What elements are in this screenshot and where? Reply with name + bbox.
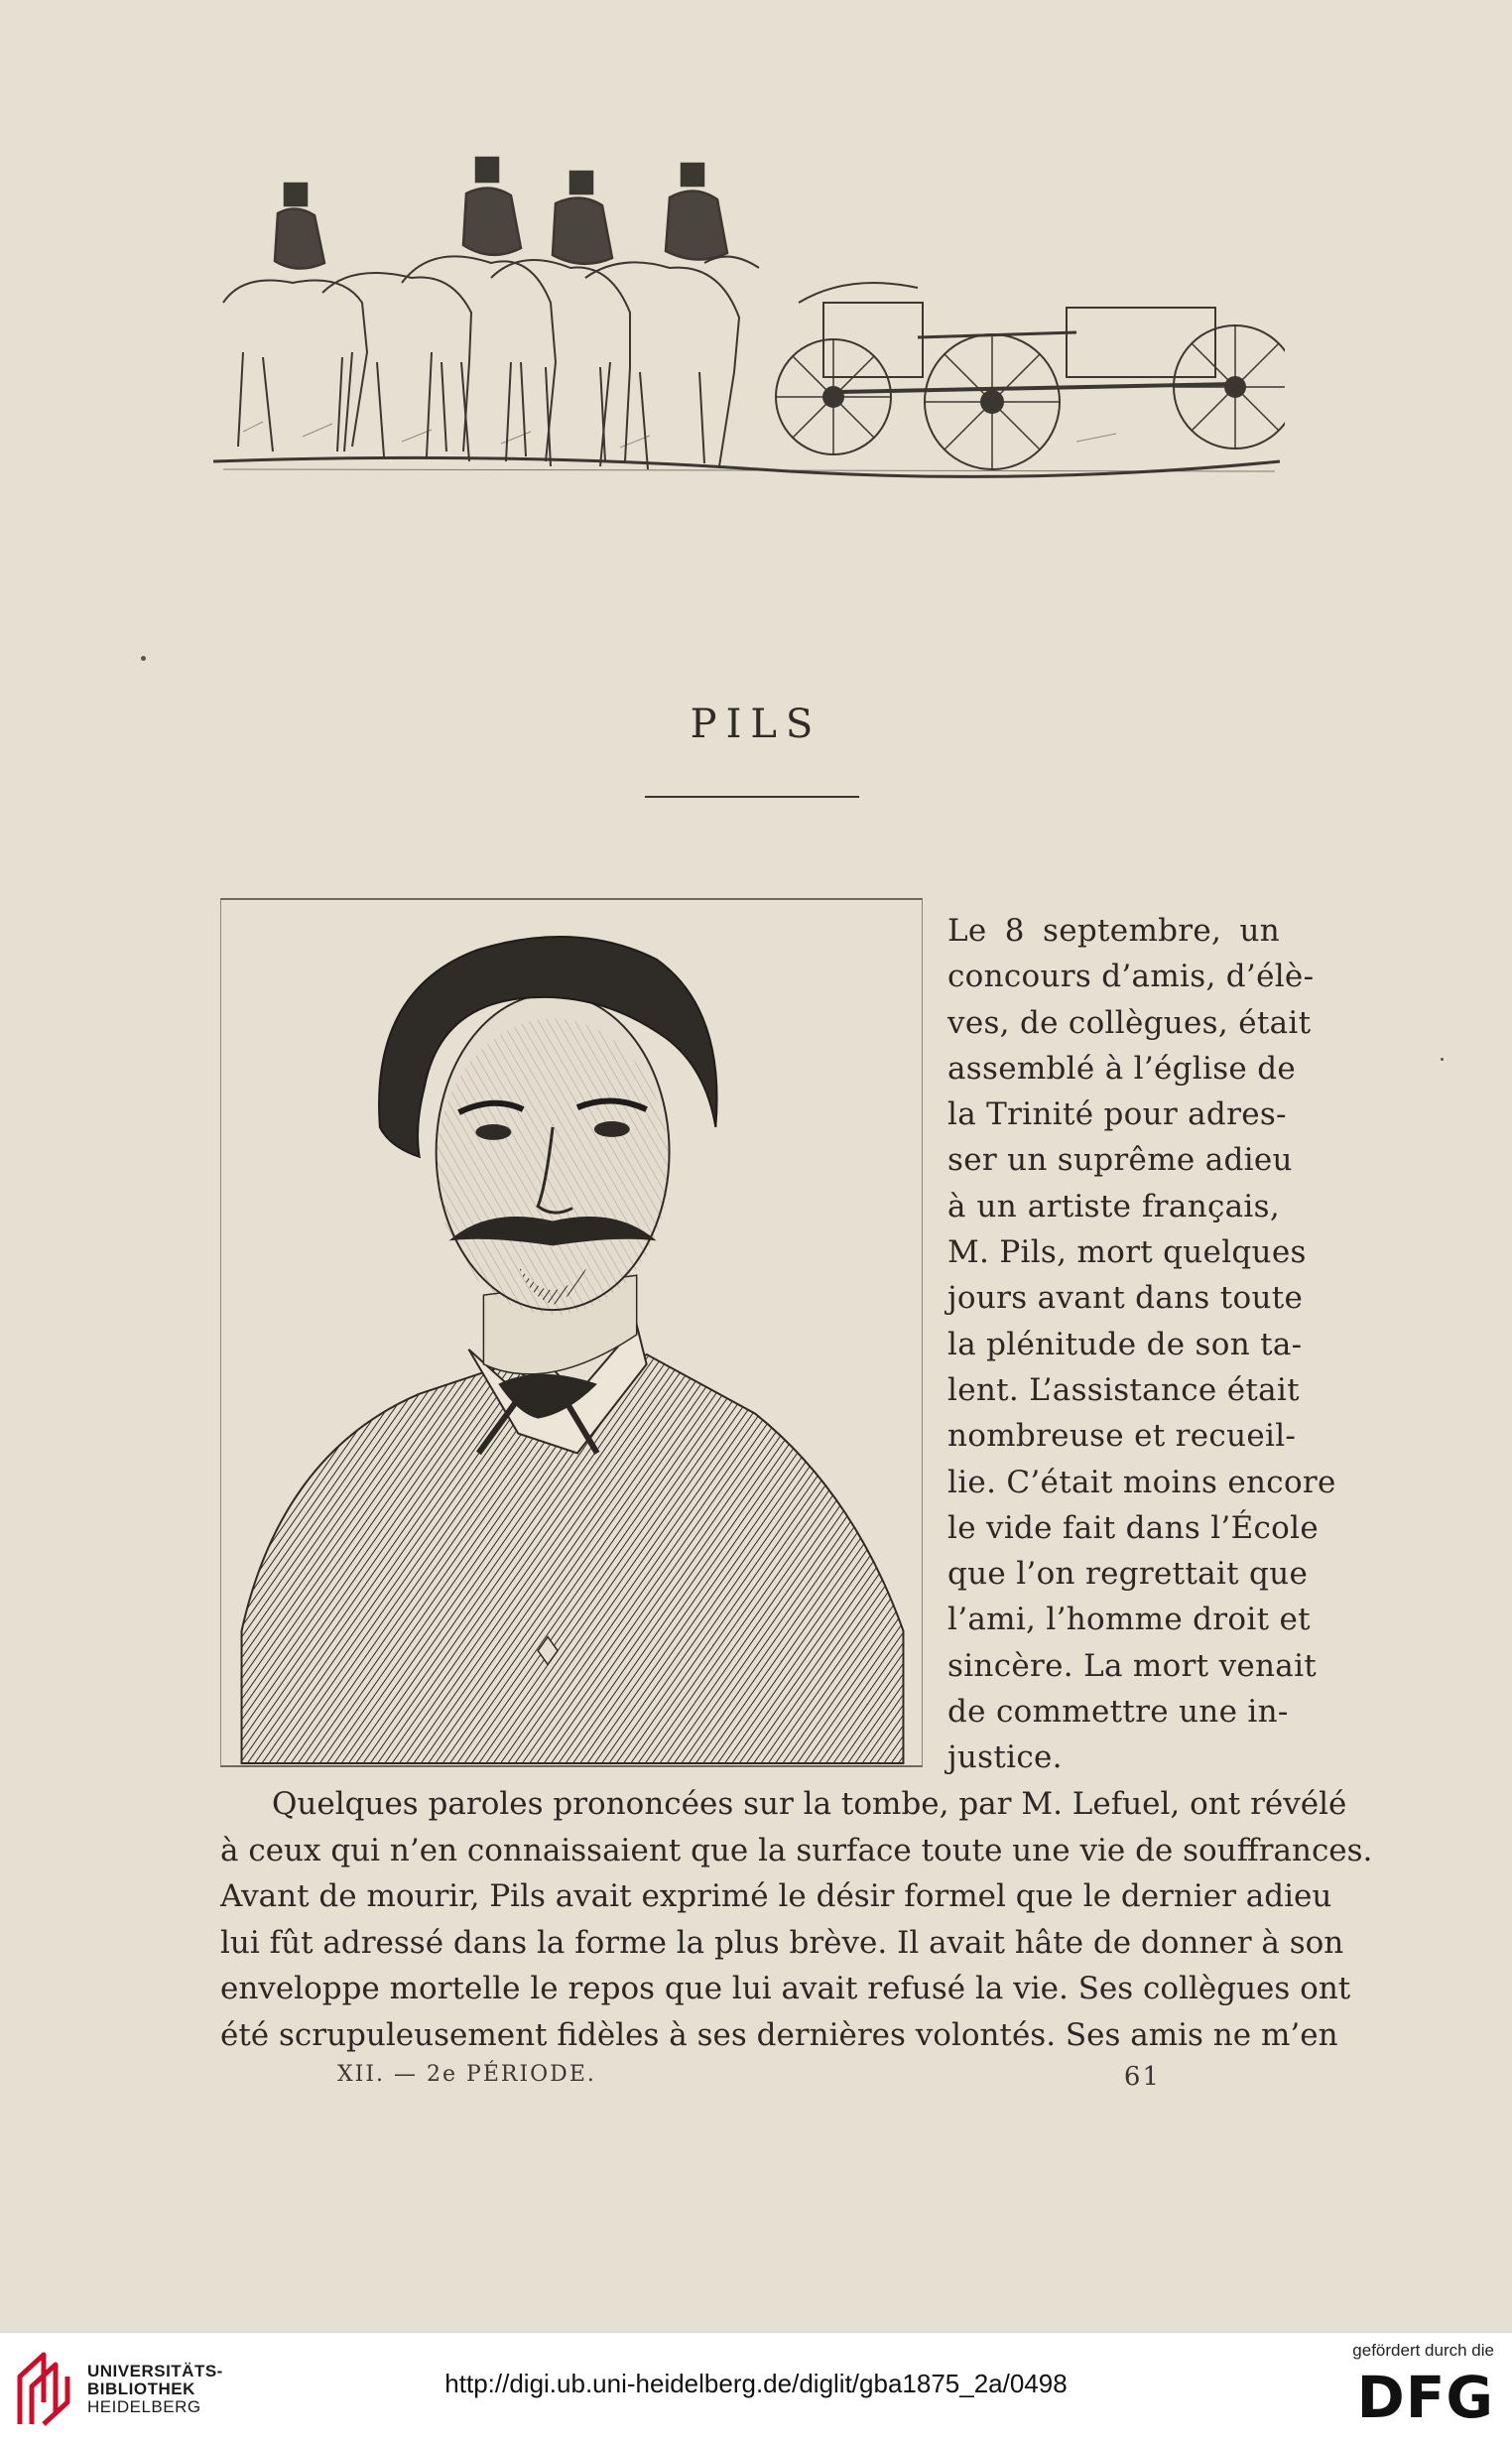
text-line: jours avant dans toute xyxy=(947,1280,1304,1317)
text-line: Avant de mourir, Pils avait exprimé le désir formel que le dernier adieu xyxy=(220,1878,1332,1914)
text-line: enveloppe mortelle le repos que lui avait refusé la vie. Ses collègues ont xyxy=(220,1971,1351,2006)
text-line: l’ami, l’homme droit et xyxy=(947,1602,1311,1638)
text-line: M. Pils, mort quelques xyxy=(947,1234,1307,1271)
text-line: à un artiste français, xyxy=(947,1188,1280,1224)
article-title: PILS xyxy=(690,701,822,747)
text-line: lie. C’était moins encore xyxy=(947,1464,1336,1500)
library-name-line: BIBLIOTHEK xyxy=(87,2380,195,2398)
digitization-footer xyxy=(0,2332,1512,2444)
text-line: nombreuse et recueil- xyxy=(947,1418,1297,1455)
text-line: sincère. La mort venait xyxy=(947,1647,1318,1684)
library-name-line: UNIVERSITÄTS- xyxy=(87,2362,223,2380)
print-speck xyxy=(1441,1058,1444,1061)
print-speck xyxy=(141,656,146,661)
main-column-text xyxy=(220,1781,1373,2058)
title-rule xyxy=(645,796,859,798)
text-line: de commettre une in- xyxy=(947,1694,1289,1731)
cavalry-carriage-illustration xyxy=(203,154,1285,511)
permalink-url[interactable]: http://digi.ub.uni-heidelberg.de/diglit/gba1875_2a/0498 xyxy=(444,2369,1068,2398)
text-line: concours d’amis, d’élè- xyxy=(947,959,1315,995)
text-line: justice. xyxy=(947,1739,1063,1776)
text-line: ser un suprême adieu xyxy=(947,1142,1293,1179)
text-line: la Trinité pour adres- xyxy=(947,1096,1287,1133)
page-number: 61 xyxy=(1123,2062,1161,2092)
library-name-line: HEIDELBERG xyxy=(87,2397,201,2416)
funding-credit xyxy=(1352,2341,1494,2431)
text-line: le vide fait dans l’École xyxy=(947,1509,1320,1546)
dfg-logo[interactable]: DFG xyxy=(1356,2364,1494,2431)
side-column-text xyxy=(947,908,1336,1781)
pils-portrait xyxy=(221,900,922,1765)
text-line: Le 8 septembre, un xyxy=(947,913,1280,949)
portrait-frame xyxy=(220,898,923,1767)
text-line: la plénitude de son ta- xyxy=(947,1326,1303,1362)
volume-signature: XII. — 2e PÉRIODE. xyxy=(337,2062,596,2087)
text-line: été scrupuleusement fidèles à ses dernières volontés. Ses amis ne m’en xyxy=(220,2016,1338,2053)
text-line: que l’on regrettait que xyxy=(947,1556,1309,1593)
text-line: lui fût adressé dans la forme la plus brève. Il avait hâte de donner à son xyxy=(220,1924,1344,1961)
text-line: ves, de collègues, était xyxy=(947,1004,1312,1041)
text-line: à ceux qui n’en connaissaient que la surface toute une vie de souffrances. xyxy=(220,1832,1373,1868)
text-line: Quelques paroles prononcées sur la tombe, par M. Lefuel, ont révélé xyxy=(272,1786,1347,1822)
text-line: lent. L’assistance était xyxy=(947,1371,1300,1408)
funding-caption: gefördert durch die xyxy=(1352,2341,1494,2360)
text-line: assemblé à l’église de xyxy=(947,1050,1297,1087)
page-signature xyxy=(337,2062,1161,2102)
